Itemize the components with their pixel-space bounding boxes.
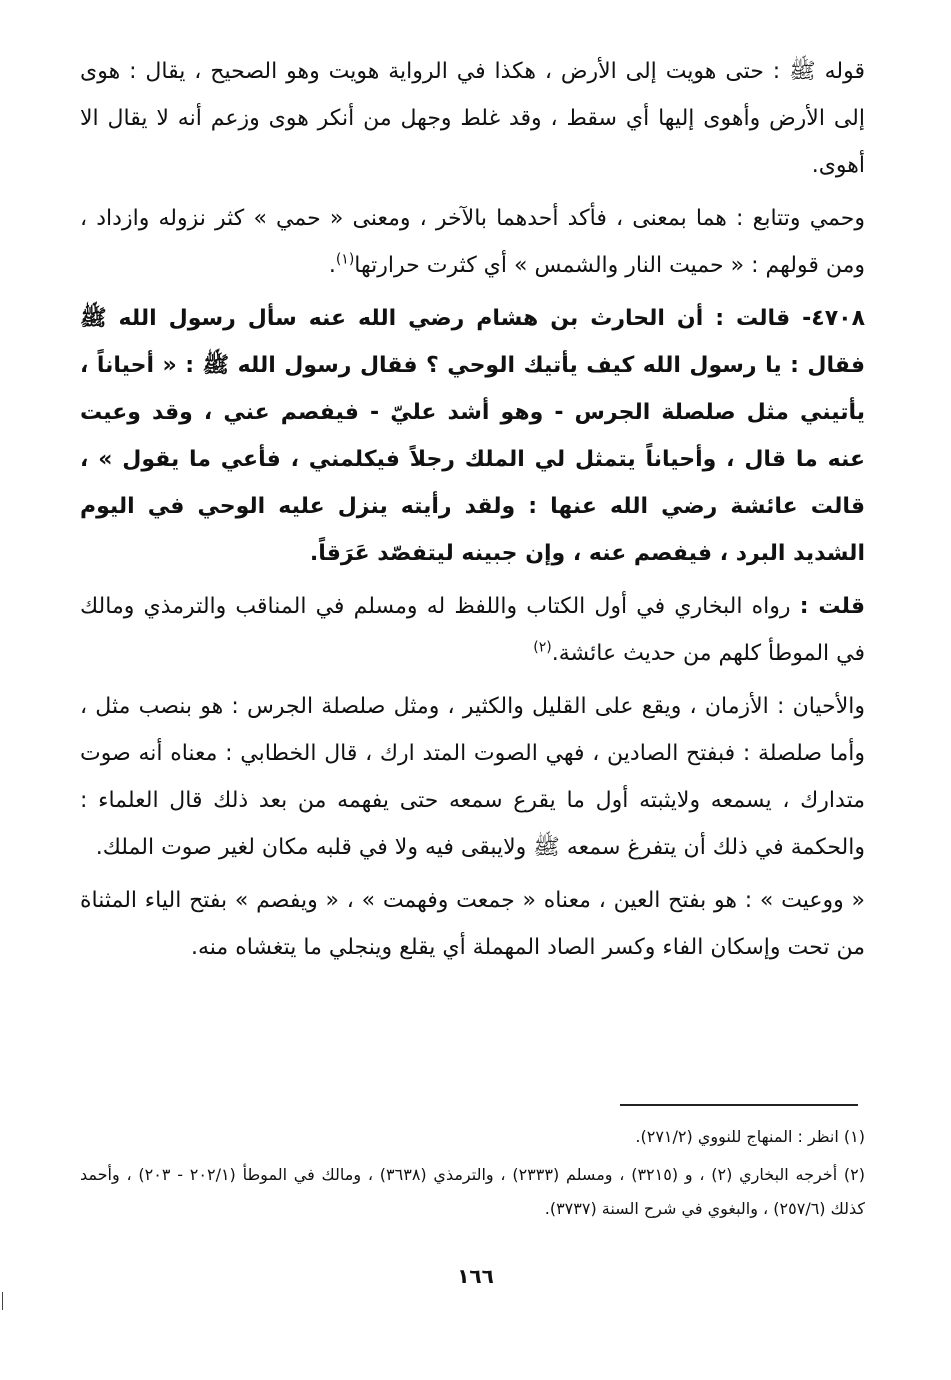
footnote-ref-2: (٢) [533,639,552,656]
paragraph-4-text: رواه البخاري في أول الكتاب واللفظ له ومسلم في المناقب والترمذي ومالك في الموطأ كلهم من حديث عائشة. [80,594,865,666]
paragraph-2 [80,195,865,289]
paragraph-5-text: والأحيان : الأزمان ، ويقع على القليل والكثير ، ومثل صلصلة الجرس : هو بنصب مثل ، وأما صلصلة : فبفتح الصادين ، فهي الصوت المتد ارك ، قال الخطابي : معناه أنه صوت متدارك ، يسمعه ولايثبته أول ما يقرع سمعه حتى يفهمه من بعد ذلك قال العلماء : والحكمة في ذلك أن يتفرغ سمعه ﷺ ولايبقى فيه ولا في قلبه مكان لغير صوت الملك. [80,694,865,860]
paragraph-5 [80,683,865,871]
hadith-4708-text: ٤٧٠٨- قالت : أن الحارث بن هشام رضي الله عنه سأل رسول الله ﷺ فقال : يا رسول الله كيف يأتيك الوحي ؟ فقال رسول الله ﷺ : « أحياناً ، يأتيني مثل صلصلة الجرس - وهو أشد عليّ - فيفصم عني ، وقد وعيت عنه ما قال ، وأحياناً يتمثل لي الملك رجلاً فيكلمني ، فأعي ما يقول » ، قالت عائشة رضي الله عنها : ولقد رأيته ينزل عليه الوحي في اليوم الشديد البرد ، فيفصم عنه ، وإن جبينه ليتفصّد عَرَقاً. [80,306,865,566]
paragraph-6 [80,877,865,971]
qultu-lead: قلت : [799,594,865,619]
scan-edge-mark [2,1292,7,1310]
paragraph-1 [80,48,865,189]
paragraph-4 [80,583,865,677]
footnote-2: (٢) أخرجه البخاري (٢) ، و (٣٢١٥) ، ومسلم (٢٣٣٣) ، والترمذي (٣٦٣٨) ، ومالك في الموطأ (٢٠٢/١ - ٢٠٣) ، وأحمد كذلك (٢٥٧/٦) ، والبغوي في شرح السنة (٣٧٣٧). [80,1165,865,1218]
paragraph-2-text: وحمي وتتابع : هما بمعنى ، فأكد أحدهما بالآخر ، ومعنى « حمي » كثر نزوله وازداد ، ومن قولهم : « حميت النار والشمس » أي كثرت حرارتها [80,206,865,278]
paragraph-2-tail: . [328,253,336,278]
page-body [80,48,865,977]
footnote-1: (١) انظر : المنهاج للنووي (٢٧١/٢). [635,1127,865,1146]
footnote-divider [620,1104,858,1106]
hadith-4708 [80,295,865,577]
page-number: ١٦٦ [457,1264,494,1288]
paragraph-1-text: قوله ﷺ : حتى هويت إلى الأرض ، هكذا في الرواية هويت وهو الصحيح ، يقال : هوى إلى الأرض وأهوى إليها أي سقط ، وقد غلط وجهل من أنكر هوى وزعم أنه لا يقال الا أهوى. [80,59,865,178]
paragraph-6-text: « ووعيت » : هو بفتح العين ، معناه « جمعت وفهمت » ، « ويفصم » بفتح الياء المثناة من تحت وإسكان الفاء وكسر الصاد المهملة أي يقلع وينجلي ما يتغشاه منه. [80,888,865,960]
footnotes [80,1120,865,1230]
footnote-ref-1: (١) [335,251,355,268]
